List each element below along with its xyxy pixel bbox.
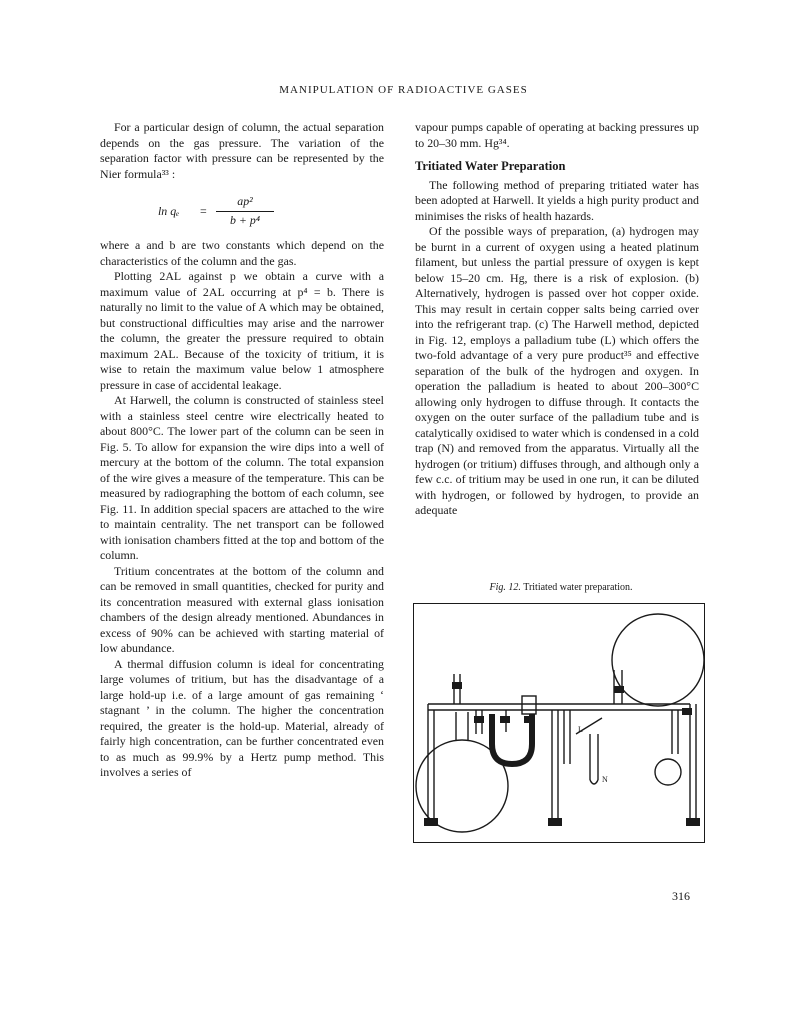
mercury-reservoir: [686, 818, 700, 826]
paragraph: At Harwell, the column is constructed of stainless steel with a stainless steel centre wire electrically heated to about 800°C. The lower part of the column can be seen in Fig. 5. To allow for expansion the wire dips into a well of mercury at the bottom of the column. The total expansion of the wire gives a measure of the temperature. This can be measured by radiographing the bottom of each column, see Fig. 11. In addition special spacers are attached to the wire to maintain centrality. The net transport can be followed with ionisation chambers fitted at the top and bottom of the column.: [100, 393, 384, 562]
stopcock: [500, 716, 510, 723]
nier-formula: [100, 194, 384, 228]
label-l: L: [578, 725, 583, 734]
mercury-reservoir: [548, 818, 562, 826]
running-head: MANIPULATION OF RADIOACTIVE GASES: [279, 84, 528, 96]
formula-numerator: ap²: [216, 194, 274, 212]
formula-denominator: b + p⁴: [230, 212, 260, 227]
apparatus-figure: [413, 603, 705, 843]
left-column: [100, 120, 384, 781]
paragraph: A thermal diffusion column is ideal for concentrating large volumes of tritium, but has the disadvantage of a large hold-up i.e. of a large amount of gas remaining ‘ stagnant ’ in the column. The higher the concentration required, the greater is the hold-up. Material, already of fairly high concentration, can be further concentrated even to as much as 99.9% by a Hertz pump method. This involves a series of: [100, 656, 384, 779]
stopcock: [682, 708, 692, 715]
section-heading: Tritiated Water Preparation: [415, 159, 566, 173]
formula-lhs: ln qₑ: [158, 204, 180, 218]
figure-caption: [415, 582, 707, 593]
stopcock: [452, 682, 462, 689]
label-n: N: [602, 775, 608, 784]
figure-caption-text: Tritiated water preparation.: [523, 582, 633, 593]
formula-fraction: [216, 194, 274, 228]
stopcock: [474, 716, 484, 723]
large-flask-right: [612, 614, 704, 706]
figure-label: Fig. 12.: [489, 582, 521, 593]
paragraph: where a and b are two constants which depend on the characteristics of the column and the gas.: [100, 238, 384, 268]
paragraph: Of the possible ways of preparation, (a) hydrogen may be burnt in a current of oxygen using a heated platinum filament, but unless the partial pressure of oxygen is kept below 15–20 cm. Hg, there is a risk of explosion. (b) Alternatively, hydrogen is passed over hot copper oxide. This may result in certain copper salts being carried over into the refrigerant trap. (c) The Harwell method, depicted in Fig. 12, employs a palladium tube (L) which offers the two-fold advantage of a very pure product³⁵ and effective separation of the bulk of the hydrogen and oxygen. In operation the palladium is heated to about 200–300°C allowing only hydrogen to diffuse through. It contacts the oxygen on the outer surface of the palladium tube and is catalytically oxidised to water which is condensed in a cold trap (N) and removed from the apparatus. Virtually all the hydrogen (or tritium) diffuses through, and although only a few c.c. of tritium may be used in one run, it can be diluted with hydrogen, or followed by hydrogen, to provide an adequate: [415, 224, 699, 517]
stopcock: [614, 686, 624, 693]
page-number: 316: [672, 889, 690, 903]
formula-equals: =: [200, 204, 207, 218]
stopcock: [524, 716, 534, 723]
right-column: [415, 120, 699, 519]
paragraph: Plotting 2AL against p we obtain a curve with a maximum value of 2AL occurring at p⁴ = b. There is naturally no limit to the value of A which may be obtained, but constructional difficulties may arise and the narrower the column, the greater the pressure required to obtain maximum 2AL. Because of the toxicity of tritium, it is wise to retain the maximum value below 1 atmosphere pressure in case of accidental leakage.: [100, 269, 384, 392]
paragraph: vapour pumps capable of operating at backing pressures up to 20–30 mm. Hg³⁴.: [415, 120, 699, 150]
apparatus-diagram: [414, 604, 704, 842]
mercury-reservoir: [424, 818, 438, 826]
paragraph: The following method of preparing tritiated water has been adopted at Harwell. It yields a high purity product and minimises the risks of health hazards.: [415, 177, 699, 223]
paragraph: For a particular design of column, the actual separation depends on the gas pressure. The variation of the separation factor with pressure can be represented by the Nier formula³³ :: [100, 120, 384, 181]
small-bulb-right: [655, 759, 681, 785]
paragraph: Tritium concentrates at the bottom of the column and can be removed in small quantities, checked for purity and its concentration measured with external glass ionisation chambers of the design already mentioned. Abundances in excess of 90% can be achieved with starting material of low abundance.: [100, 563, 384, 655]
